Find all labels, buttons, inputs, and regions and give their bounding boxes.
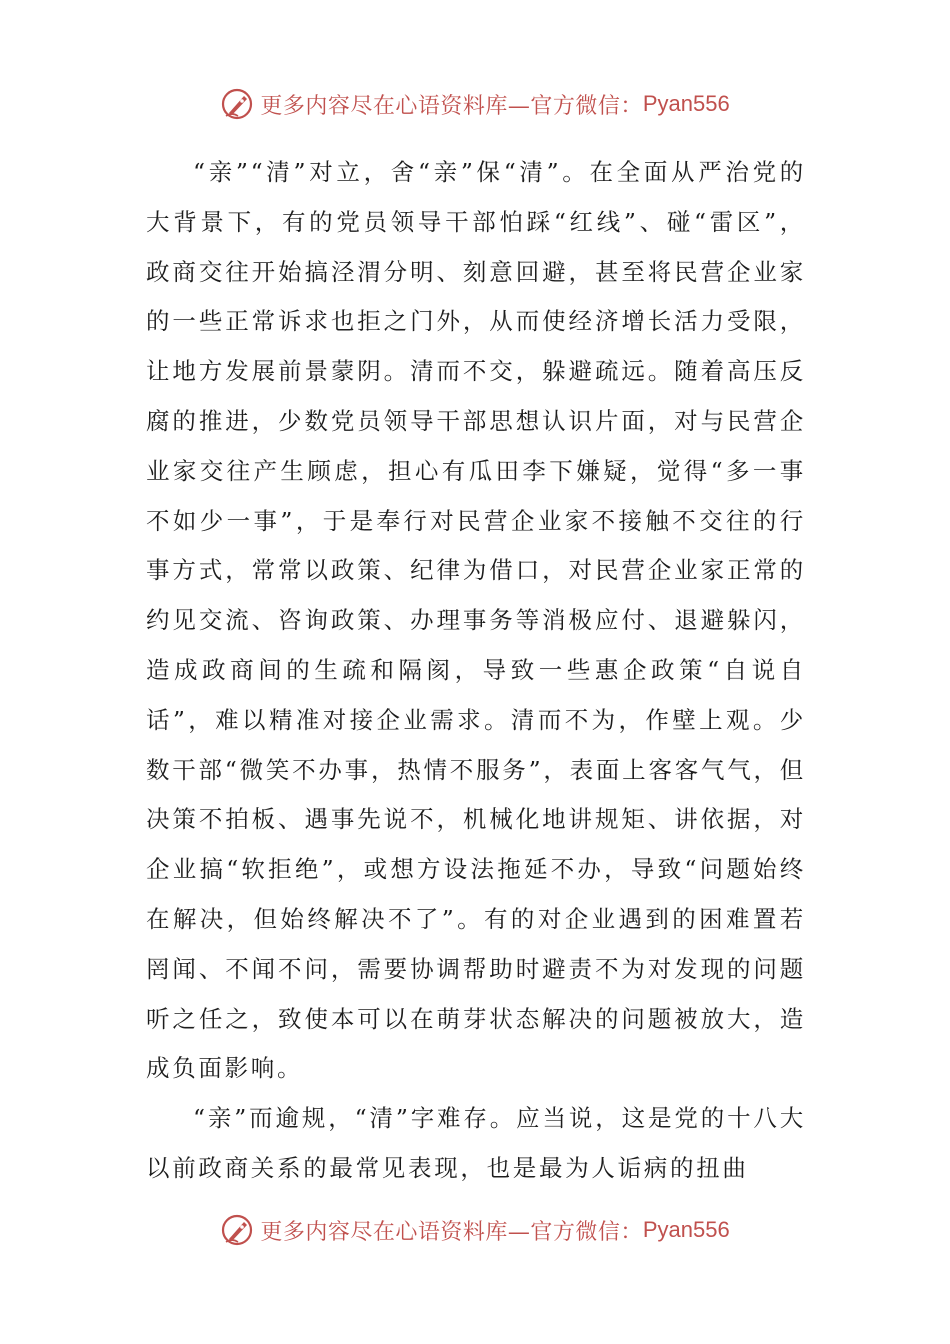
- pen-logo-icon: [220, 1213, 254, 1247]
- footer-watermark-banner: [0, 1210, 950, 1250]
- watermark-wechat-id: Pyan556: [642, 1217, 730, 1242]
- paragraph-2: “亲”而逾规，“清”字难存。应当说，这是党的十八大以前政商关系的最常见表现，也是最为人诟病的扭曲: [146, 1104, 806, 1182]
- watermark-wechat-id: Pyan556: [642, 91, 730, 116]
- watermark-text: 更多内容尽在心语资料库—官方微信：: [260, 1219, 643, 1245]
- watermark-text: 更多内容尽在心语资料库—官方微信：: [260, 93, 643, 119]
- paragraph-1: “亲”“清”对立，舍“亲”保“清”。在全面从严治党的大背景下，有的党员领导干部怕踩“红线”、碰“雷区”，政商交往开始搞泾渭分明、刻意回避，甚至将民营企业家的一些正常诉求也拒之门外，从而使经济增长活力受限，让地方发展前景蒙阴。清而不交，躲避疏远。随着高压反腐的推进，少数党员领导干部思想认识片面，对与民营企业家交往产生顾虑，担心有瓜田李下嫌疑，觉得“多一事不如少一事”，于是奉行对民营企业家不接触不交往的行事方式，常常以政策、纪律为借口，对民营企业家正常的约见交流、咨询政策、办理事务等消极应付、退避躲闪，造成政商间的生疏和隔阂，导致一些惠企政策“自说自话”，难以精准对接企业需求。清而不为，作壁上观。少数干部“微笑不办事，热情不服务”，表面上客客气气，但决策不拍板、遇事先说不，机械化地讲规矩、讲依据，对企业搞“软拒绝”，或想方设法拖延不办，导致“问题始终在解决，但始终解决不了”。有的对企业遇到的困难置若罔闻、不闻不问，需要协调帮助时避责不为对发现的问题听之任之，致使本可以在萌芽状态解决的问题被放大，造成负面影响。: [146, 158, 806, 1083]
- document-body: [146, 148, 806, 1194]
- header-watermark-banner: [0, 84, 950, 124]
- pen-logo-icon: [220, 87, 254, 121]
